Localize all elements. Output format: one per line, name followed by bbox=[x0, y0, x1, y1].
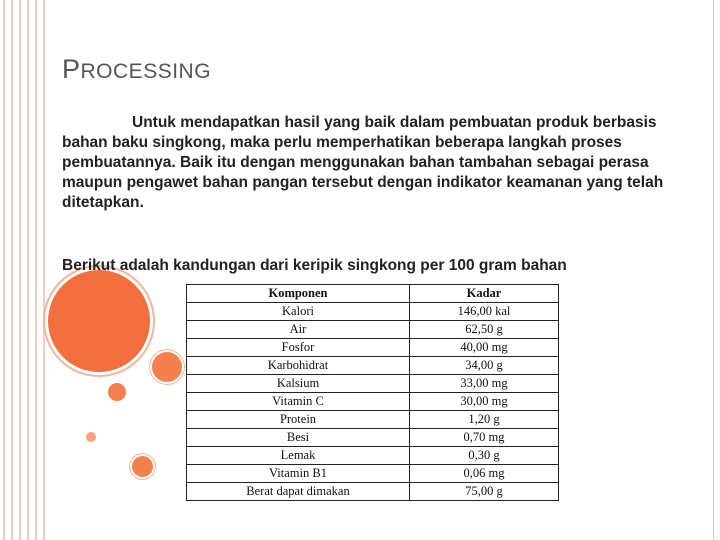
cell-komponen: Kalsium bbox=[187, 375, 410, 393]
table-row bbox=[187, 339, 559, 357]
cell-komponen: Fosfor bbox=[187, 339, 410, 357]
table-intro-text: Berikut adalah kandungan dari keripik singkong per 100 gram bahan bbox=[62, 257, 567, 274]
decorative-circle-tiny bbox=[86, 432, 96, 442]
cell-kadar: 40,00 mg bbox=[410, 339, 559, 357]
table-row bbox=[187, 375, 559, 393]
table-row bbox=[187, 357, 559, 375]
decorative-circle-large bbox=[48, 270, 150, 372]
cell-kadar: 30,00 mg bbox=[410, 393, 559, 411]
cell-komponen: Kalori bbox=[187, 303, 410, 321]
title-initial: P bbox=[62, 54, 81, 84]
decorative-circle-small-bottom bbox=[132, 456, 153, 477]
cell-kadar: 1,20 g bbox=[410, 411, 559, 429]
table-row bbox=[187, 321, 559, 339]
cell-komponen: Berat dapat dimakan bbox=[187, 483, 410, 501]
cell-komponen: Protein bbox=[187, 411, 410, 429]
cell-kadar: 0,06 mg bbox=[410, 465, 559, 483]
cell-komponen: Vitamin B1 bbox=[187, 465, 410, 483]
table-row bbox=[187, 411, 559, 429]
cell-komponen: Karbohidrat bbox=[187, 357, 410, 375]
table-row bbox=[187, 447, 559, 465]
decorative-circle-medium bbox=[152, 352, 182, 382]
cell-kadar: 146,00 kal bbox=[410, 303, 559, 321]
cell-komponen: Lemak bbox=[187, 447, 410, 465]
title-rest: ROCESSING bbox=[80, 60, 212, 83]
table-row bbox=[187, 303, 559, 321]
cell-kadar: 33,00 mg bbox=[410, 375, 559, 393]
table-row bbox=[187, 483, 559, 501]
cell-kadar: 0,30 g bbox=[410, 447, 559, 465]
cell-komponen: Air bbox=[187, 321, 410, 339]
nutrition-table bbox=[186, 284, 559, 500]
table-row bbox=[187, 393, 559, 411]
table-row bbox=[187, 465, 559, 483]
table-header-row bbox=[187, 285, 559, 303]
decorative-circle-small bbox=[108, 383, 126, 401]
table-row bbox=[187, 429, 559, 447]
cell-kadar: 62,50 g bbox=[410, 321, 559, 339]
cell-komponen: Vitamin C bbox=[187, 393, 410, 411]
slide-title bbox=[62, 54, 211, 85]
cell-kadar: 34,00 g bbox=[410, 357, 559, 375]
decorative-right-line bbox=[713, 0, 714, 540]
cell-komponen: Besi bbox=[187, 429, 410, 447]
decorative-stripes bbox=[0, 0, 46, 540]
header-komponen: Komponen bbox=[187, 285, 410, 303]
cell-kadar: 0,70 mg bbox=[410, 429, 559, 447]
paragraph-text: Untuk mendapatkan hasil yang baik dalam pembuatan produk berbasis bahan baku singkong, maka perlu memperhatikan beberapa langkah proses pembuatannya. Baik itu dengan menggunakan bahan tambahan sebagai perasa maupun pengawet bahan pangan tersebut dengan indikator keamanan yang telah ditetapkan. bbox=[62, 114, 664, 211]
body-paragraph bbox=[62, 113, 672, 213]
header-kadar: Kadar bbox=[410, 285, 559, 303]
cell-kadar: 75,00 g bbox=[410, 483, 559, 501]
